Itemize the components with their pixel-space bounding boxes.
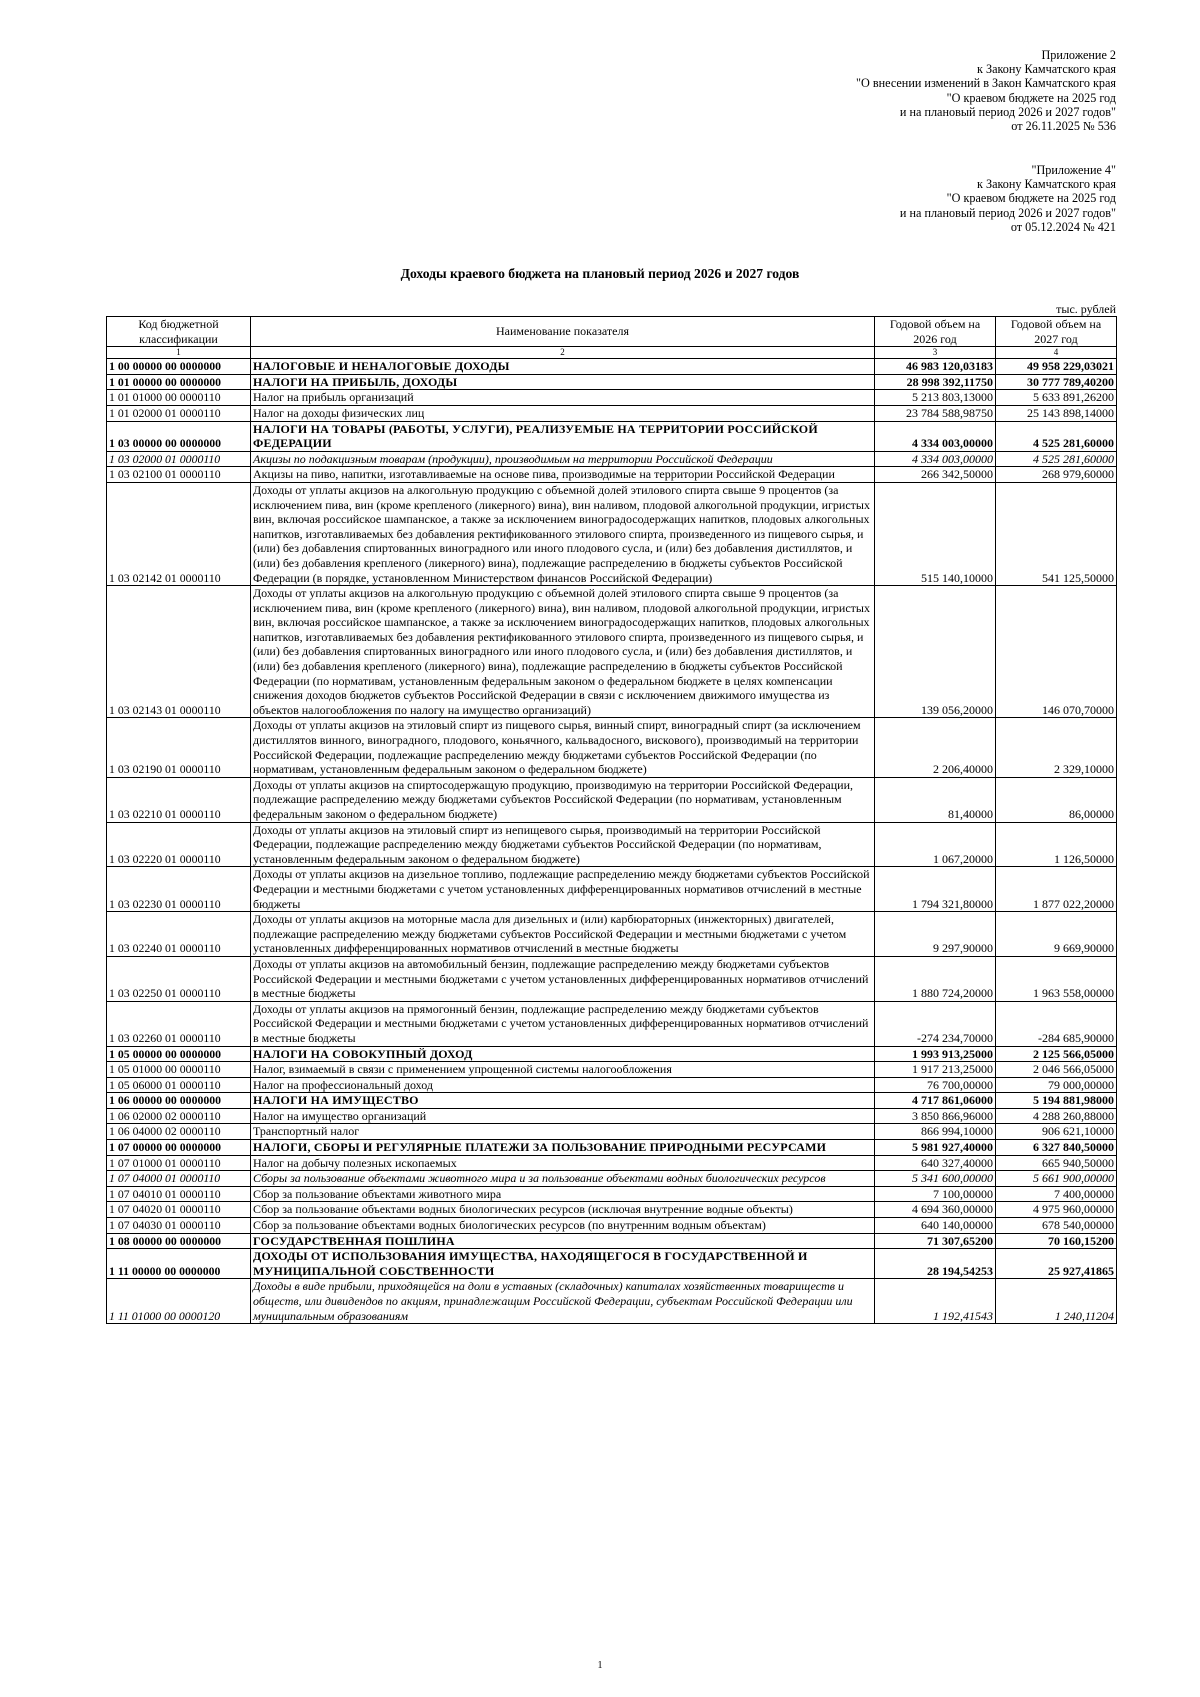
page-number: 1 bbox=[597, 1660, 603, 1671]
amount-2027: 541 125,50000 bbox=[996, 482, 1117, 585]
amount-2027: 49 958 229,03021 bbox=[996, 359, 1117, 375]
indicator-name: НАЛОГИ НА ПРИБЫЛЬ, ДОХОДЫ bbox=[251, 374, 875, 390]
amount-2027: 86,00000 bbox=[996, 777, 1117, 822]
amount-2027: 6 327 840,50000 bbox=[996, 1140, 1117, 1156]
amount-2026: 23 784 588,98750 bbox=[875, 405, 996, 421]
table-row bbox=[107, 390, 1117, 406]
indicator-name: Доходы от уплаты акцизов на автомобильный бензин, подлежащие распределению между бюджетами субъектов Российской Федерации и местными бюджетами с учетом установленных дифференцированных нормативов отчислений в местные бюджеты bbox=[251, 956, 875, 1001]
amount-2027: 2 125 566,05000 bbox=[996, 1046, 1117, 1062]
budget-code: 1 03 02250 01 0000110 bbox=[107, 956, 251, 1001]
table-row bbox=[107, 1062, 1117, 1078]
table-row bbox=[107, 1140, 1117, 1156]
table-row bbox=[107, 374, 1117, 390]
amount-2027: -284 685,90000 bbox=[996, 1001, 1117, 1046]
table-row bbox=[107, 1046, 1117, 1062]
original-appendix-header bbox=[900, 163, 1116, 234]
indicator-name: Налог на доходы физических лиц bbox=[251, 405, 875, 421]
amount-2027: 4 525 281,60000 bbox=[996, 451, 1117, 467]
budget-code: 1 07 04000 01 0000110 bbox=[107, 1171, 251, 1187]
budget-code: 1 01 02000 01 0000110 bbox=[107, 405, 251, 421]
amount-2027: 5 633 891,26200 bbox=[996, 390, 1117, 406]
amount-2027: 70 160,15200 bbox=[996, 1233, 1117, 1249]
indicator-name: Сбор за пользование объектами водных биологических ресурсов (по внутренним водным объектам) bbox=[251, 1218, 875, 1234]
amount-2026: 4 334 003,00000 bbox=[875, 451, 996, 467]
indicator-name: Доходы от уплаты акцизов на этиловый спирт из непищевого сырья, производимый на территории Российской Федерации, подлежащие распределению между бюджетами субъектов Российской Федерации (по нормативам, установленным федеральным законом о федеральном бюджете) bbox=[251, 822, 875, 867]
amount-2027: 30 777 789,40200 bbox=[996, 374, 1117, 390]
indicator-name: Доходы от уплаты акцизов на спиртосодержащую продукцию, производимую на территории Российской Федерации, подлежащие распределению между бюджетами субъектов Российской Федерации (по нормативам, установленным федеральным законом о федеральном бюджете) bbox=[251, 777, 875, 822]
amount-2026: 4 334 003,00000 bbox=[875, 421, 996, 451]
amount-2026: 266 342,50000 bbox=[875, 467, 996, 483]
budget-code: 1 11 01000 00 0000120 bbox=[107, 1279, 251, 1324]
table-row bbox=[107, 1001, 1117, 1046]
table-row bbox=[107, 1186, 1117, 1202]
budget-code: 1 07 04020 01 0000110 bbox=[107, 1202, 251, 1218]
budget-code: 1 05 01000 00 0000110 bbox=[107, 1062, 251, 1078]
amount-2027: 2 329,10000 bbox=[996, 718, 1117, 777]
indicator-name: Доходы от уплаты акцизов на моторные масла для дизельных и (или) карбюраторных (инжекторных) двигателей, подлежащие распределению между бюджетами субъектов Российской Федерации и местными бюджетами с учетом установленных дифференцированных нормативов отчислений в местные бюджеты bbox=[251, 912, 875, 957]
header-line: к Закону Камчатского края bbox=[977, 177, 1116, 192]
table-row bbox=[107, 1202, 1117, 1218]
amount-2026: 1 993 913,25000 bbox=[875, 1046, 996, 1062]
column-number: 3 bbox=[875, 347, 996, 359]
budget-code: 1 00 00000 00 0000000 bbox=[107, 359, 251, 375]
amount-2026: 76 700,00000 bbox=[875, 1077, 996, 1093]
indicator-name: Доходы от уплаты акцизов на алкогольную продукцию с объемной долей этилового спирта свыше 9 процентов (за исключением пива, вин (кроме крепленого (ликерного) вина), вин наливом, плодовой алкогольной продукции, игристых вин, включая российское шампанское, а также за исключением виноградосодержащих напитков, плодовых алкогольных напитков, изготавливаемых без добавления ректификованного этилового спирта, произведенного из пищевого сырья, и (или) без добавления спиртованных виноградного или иного плодового сусла, и (или) без добавления дистиллятов, и (или) без добавления крепленого (ликерного) вина), подлежащие распределению в бюджеты субъектов Российской Федерации (в порядке, установленном Министерством финансов Российской Федерации) bbox=[251, 482, 875, 585]
amount-2027: 7 400,00000 bbox=[996, 1186, 1117, 1202]
header-line: Приложение 2 bbox=[1041, 48, 1116, 62]
amount-2026: 4 717 861,06000 bbox=[875, 1093, 996, 1109]
amount-2027: 906 621,10000 bbox=[996, 1124, 1117, 1140]
header-line: от 05.12.2024 № 421 bbox=[1010, 219, 1116, 234]
header-code: Код бюджетной классификации bbox=[107, 317, 251, 347]
amount-2026: 71 307,65200 bbox=[875, 1233, 996, 1249]
amount-2026: 5 981 927,40000 bbox=[875, 1140, 996, 1156]
table-row bbox=[107, 718, 1117, 777]
column-number: 1 bbox=[107, 347, 251, 359]
amount-2026: -274 234,70000 bbox=[875, 1001, 996, 1046]
indicator-name: Транспортный налог bbox=[251, 1124, 875, 1140]
amount-2026: 866 994,10000 bbox=[875, 1124, 996, 1140]
document-title: Доходы краевого бюджета на плановый период 2026 и 2027 годов bbox=[400, 266, 800, 281]
budget-code: 1 07 01000 01 0000110 bbox=[107, 1155, 251, 1171]
header-line: "О краевом бюджете на 2025 год bbox=[946, 191, 1116, 206]
revenue-table bbox=[106, 316, 1117, 1324]
table-row bbox=[107, 822, 1117, 867]
budget-code: 1 11 00000 00 0000000 bbox=[107, 1249, 251, 1279]
amount-2027: 25 143 898,14000 bbox=[996, 405, 1117, 421]
budget-code: 1 03 02190 01 0000110 bbox=[107, 718, 251, 777]
amount-2027: 79 000,00000 bbox=[996, 1077, 1117, 1093]
indicator-name: Сбор за пользование объектами водных биологических ресурсов (исключая внутренние водные объекты) bbox=[251, 1202, 875, 1218]
amount-2026: 46 983 120,03183 bbox=[875, 359, 996, 375]
amount-2027: 1 877 022,20000 bbox=[996, 867, 1117, 912]
table-row bbox=[107, 1077, 1117, 1093]
amount-2027: 665 940,50000 bbox=[996, 1155, 1117, 1171]
indicator-name: Сборы за пользование объектами животного мира и за пользование объектами водных биологических ресурсов bbox=[251, 1171, 875, 1187]
budget-code: 1 03 02142 01 0000110 bbox=[107, 482, 251, 585]
budget-code: 1 03 02260 01 0000110 bbox=[107, 1001, 251, 1046]
amount-2027: 5 661 900,00000 bbox=[996, 1171, 1117, 1187]
indicator-name: Налог на имущество организаций bbox=[251, 1108, 875, 1124]
indicator-name: Сбор за пользование объектами животного мира bbox=[251, 1186, 875, 1202]
indicator-name: ДОХОДЫ ОТ ИСПОЛЬЗОВАНИЯ ИМУЩЕСТВА, НАХОДЯЩЕГОСЯ В ГОСУДАРСТВЕННОЙ И МУНИЦИПАЛЬНОЙ СОБСТВЕННОСТИ bbox=[251, 1249, 875, 1279]
table-row bbox=[107, 912, 1117, 957]
budget-code: 1 07 04010 01 0000110 bbox=[107, 1186, 251, 1202]
amount-2027: 2 046 566,05000 bbox=[996, 1062, 1117, 1078]
amount-2027: 1 963 558,00000 bbox=[996, 956, 1117, 1001]
amount-2026: 1 192,41543 bbox=[875, 1279, 996, 1324]
header-name: Наименование показателя bbox=[251, 317, 875, 347]
indicator-name: НАЛОГИ НА СОВОКУПНЫЙ ДОХОД bbox=[251, 1046, 875, 1062]
indicator-name: Доходы в виде прибыли, приходящейся на доли в уставных (складочных) капиталах хозяйственных товариществ и обществ, или дивидендов по акциям, принадлежащим Российской Федерации, субъектам Российской Федерации или муниципальным образованиям bbox=[251, 1279, 875, 1324]
header-line: от 26.11.2025 № 536 bbox=[1011, 119, 1116, 134]
amount-2027: 146 070,70000 bbox=[996, 586, 1117, 718]
indicator-name: Акцизы на пиво, напитки, изготавливаемые на основе пива, производимые на территории Российской Федерации bbox=[251, 467, 875, 483]
table-row bbox=[107, 956, 1117, 1001]
budget-code: 1 06 02000 02 0000110 bbox=[107, 1108, 251, 1124]
indicator-name: НАЛОГИ НА ТОВАРЫ (РАБОТЫ, УСЛУГИ), РЕАЛИЗУЕМЫЕ НА ТЕРРИТОРИИ РОССИЙСКОЙ ФЕДЕРАЦИИ bbox=[251, 421, 875, 451]
appendix-header bbox=[856, 48, 1116, 133]
budget-code: 1 03 02143 01 0000110 bbox=[107, 586, 251, 718]
header-line: "О внесении изменений в Закон Камчатского края bbox=[856, 76, 1116, 91]
indicator-name: Доходы от уплаты акцизов на дизельное топливо, подлежащие распределению между бюджетами субъектов Российской Федерации и местными бюджетами с учетом установленных дифференцированных нормативов отчислений в местные бюджеты bbox=[251, 867, 875, 912]
indicator-name: Доходы от уплаты акцизов на прямогонный бензин, подлежащие распределению между бюджетами субъектов Российской Федерации и местными бюджетами с учетом установленных дифференцированных нормативов отчислений в местные бюджеты bbox=[251, 1001, 875, 1046]
amount-2026: 640 140,00000 bbox=[875, 1218, 996, 1234]
amount-2027: 1 240,11204 bbox=[996, 1279, 1117, 1324]
amount-2026: 9 297,90000 bbox=[875, 912, 996, 957]
table-row bbox=[107, 359, 1117, 375]
header-line: к Закону Камчатского края bbox=[977, 62, 1116, 77]
budget-code: 1 03 02240 01 0000110 bbox=[107, 912, 251, 957]
amount-2026: 1 880 724,20000 bbox=[875, 956, 996, 1001]
indicator-name: Доходы от уплаты акцизов на алкогольную продукцию с объемной долей этилового спирта свыше 9 процентов (за исключением пива, вин (кроме крепленого (ликерного) вина), вин наливом, плодовой алкогольной продукции, игристых вин, включая российское шампанское, а также за исключением виноградосодержащих напитков, плодовых алкогольных напитков, изготавливаемых без добавления ректификованного этилового спирта, произведенного из пищевого сырья, и (или) без добавления спиртованных виноградного или иного плодового сусла, и (или) без добавления дистиллятов, и (или) без добавления крепленого (ликерного) вина), подлежащие распределению в бюджеты субъектов Российской Федерации (по нормативам, установленным федеральным законом о федеральном бюджете в целях компенсации снижения доходов бюджетов субъектов Российской Федерации в связи с исключением движимого имущества из объектов налогообложения по налогу на имущество организаций) bbox=[251, 586, 875, 718]
budget-code: 1 08 00000 00 0000000 bbox=[107, 1233, 251, 1249]
budget-code: 1 03 02000 01 0000110 bbox=[107, 451, 251, 467]
amount-2027: 268 979,60000 bbox=[996, 467, 1117, 483]
header-line: и на плановый период 2026 и 2027 годов" bbox=[899, 205, 1116, 220]
amount-2026: 28 194,54253 bbox=[875, 1249, 996, 1279]
table-row bbox=[107, 1155, 1117, 1171]
amount-2026: 1 917 213,25000 bbox=[875, 1062, 996, 1078]
amount-2027: 678 540,00000 bbox=[996, 1218, 1117, 1234]
amount-2027: 5 194 881,98000 bbox=[996, 1093, 1117, 1109]
amount-2027: 4 288 260,88000 bbox=[996, 1108, 1117, 1124]
header-line: "Приложение 4" bbox=[1031, 163, 1116, 177]
budget-code: 1 03 02230 01 0000110 bbox=[107, 867, 251, 912]
amount-2027: 9 669,90000 bbox=[996, 912, 1117, 957]
amount-2026: 7 100,00000 bbox=[875, 1186, 996, 1202]
column-number: 2 bbox=[251, 347, 875, 359]
table-row bbox=[107, 777, 1117, 822]
amount-2026: 640 327,40000 bbox=[875, 1155, 996, 1171]
table-row bbox=[107, 586, 1117, 718]
table-row bbox=[107, 1093, 1117, 1109]
units-label: тыс. рублей bbox=[1056, 302, 1116, 316]
amount-2026: 139 056,20000 bbox=[875, 586, 996, 718]
indicator-name: НАЛОГИ НА ИМУЩЕСТВО bbox=[251, 1093, 875, 1109]
column-number: 4 bbox=[996, 347, 1117, 359]
indicator-name: Налог на профессиональный доход bbox=[251, 1077, 875, 1093]
amount-2026: 2 206,40000 bbox=[875, 718, 996, 777]
table-row bbox=[107, 1108, 1117, 1124]
table-row bbox=[107, 405, 1117, 421]
table-row bbox=[107, 1218, 1117, 1234]
budget-code: 1 03 02210 01 0000110 bbox=[107, 777, 251, 822]
table-row bbox=[107, 482, 1117, 585]
table-row bbox=[107, 1171, 1117, 1187]
amount-2027: 4 525 281,60000 bbox=[996, 421, 1117, 451]
budget-code: 1 05 06000 01 0000110 bbox=[107, 1077, 251, 1093]
budget-code: 1 03 00000 00 0000000 bbox=[107, 421, 251, 451]
amount-2026: 1 794 321,80000 bbox=[875, 867, 996, 912]
amount-2026: 3 850 866,96000 bbox=[875, 1108, 996, 1124]
indicator-name: Доходы от уплаты акцизов на этиловый спирт из пищевого сырья, винный спирт, виноградный спирт (за исключением дистиллятов винного, виноградного, плодового, коньячного, кальвадосного, вискового), производимый на территории Российской Федерации, подлежащие распределению между бюджетами субъектов Российской Федерации (по нормативам, установленным федеральным законом о федеральном бюджете) bbox=[251, 718, 875, 777]
amount-2026: 515 140,10000 bbox=[875, 482, 996, 585]
budget-code: 1 06 00000 00 0000000 bbox=[107, 1093, 251, 1109]
header-2027: Годовой объем на 2027 год bbox=[996, 317, 1117, 347]
indicator-name: ГОСУДАРСТВЕННАЯ ПОШЛИНА bbox=[251, 1233, 875, 1249]
amount-2026: 4 694 360,00000 bbox=[875, 1202, 996, 1218]
indicator-name: НАЛОГИ, СБОРЫ И РЕГУЛЯРНЫЕ ПЛАТЕЖИ ЗА ПОЛЬЗОВАНИЕ ПРИРОДНЫМИ РЕСУРСАМИ bbox=[251, 1140, 875, 1156]
amount-2026: 5 341 600,00000 bbox=[875, 1171, 996, 1187]
amount-2026: 28 998 392,11750 bbox=[875, 374, 996, 390]
budget-code: 1 07 04030 01 0000110 bbox=[107, 1218, 251, 1234]
table-row bbox=[107, 1249, 1117, 1279]
budget-code: 1 03 02220 01 0000110 bbox=[107, 822, 251, 867]
header-line: "О краевом бюджете на 2025 год bbox=[946, 90, 1116, 105]
indicator-name: Налог на добычу полезных ископаемых bbox=[251, 1155, 875, 1171]
header-line: и на плановый период 2026 и 2027 годов" bbox=[899, 104, 1116, 119]
header-2026: Годовой объем на 2026 год bbox=[875, 317, 996, 347]
indicator-name: Налог на прибыль организаций bbox=[251, 390, 875, 406]
amount-2026: 1 067,20000 bbox=[875, 822, 996, 867]
indicator-name: Налог, взимаемый в связи с применением упрощенной системы налогообложения bbox=[251, 1062, 875, 1078]
budget-code: 1 03 02100 01 0000110 bbox=[107, 467, 251, 483]
table-row bbox=[107, 1124, 1117, 1140]
budget-code: 1 05 00000 00 0000000 bbox=[107, 1046, 251, 1062]
amount-2027: 25 927,41865 bbox=[996, 1249, 1117, 1279]
indicator-name: Акцизы по подакцизным товарам (продукции), производимым на территории Российской Федерации bbox=[251, 451, 875, 467]
table-row bbox=[107, 1233, 1117, 1249]
budget-code: 1 07 00000 00 0000000 bbox=[107, 1140, 251, 1156]
table-row bbox=[107, 467, 1117, 483]
column-number-row bbox=[107, 347, 1117, 359]
budget-code: 1 01 01000 00 0000110 bbox=[107, 390, 251, 406]
amount-2027: 1 126,50000 bbox=[996, 822, 1117, 867]
budget-code: 1 06 04000 02 0000110 bbox=[107, 1124, 251, 1140]
budget-code: 1 01 00000 00 0000000 bbox=[107, 374, 251, 390]
amount-2026: 81,40000 bbox=[875, 777, 996, 822]
indicator-name: НАЛОГОВЫЕ И НЕНАЛОГОВЫЕ ДОХОДЫ bbox=[251, 359, 875, 375]
amount-2027: 4 975 960,00000 bbox=[996, 1202, 1117, 1218]
table-row bbox=[107, 421, 1117, 451]
table-header-row bbox=[107, 317, 1117, 347]
table-row bbox=[107, 867, 1117, 912]
table-row bbox=[107, 451, 1117, 467]
amount-2026: 5 213 803,13000 bbox=[875, 390, 996, 406]
table-row bbox=[107, 1279, 1117, 1324]
